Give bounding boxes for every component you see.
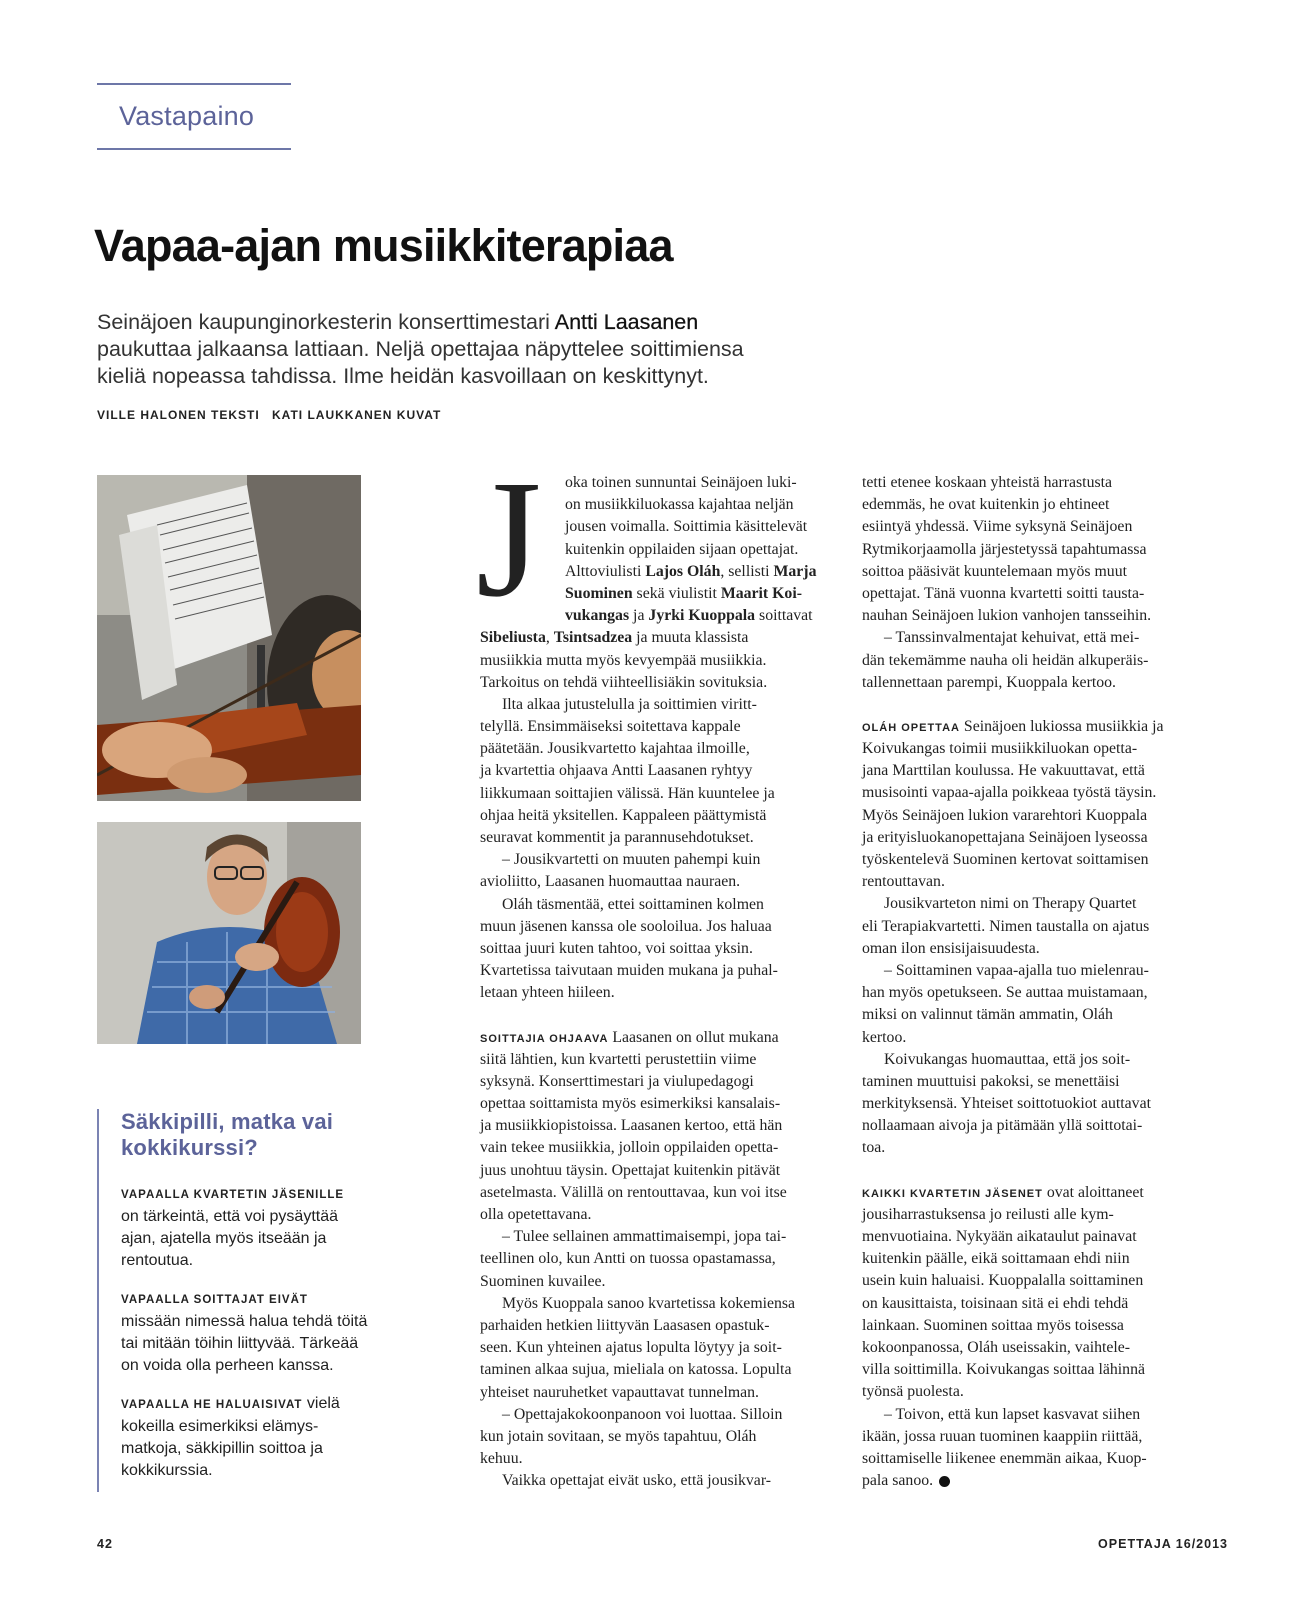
text-run: sekä viulistit [632,584,721,602]
body-line: kokoonpanossa, Oláh useissakin, vaihtele- [862,1338,1131,1356]
text-run: ovat aloittaneet [1042,1183,1144,1201]
body-line: työnsä puolesta. [862,1383,964,1401]
body-line [862,1182,1228,1204]
body-line: telyllä. Ensimmäiseksi soitettava kappale [480,718,741,736]
section-rule-bottom [97,148,291,150]
article-lede [97,309,817,390]
person-name: Lajos Oláh [645,562,721,580]
body-line: olla opetettavana. [480,1206,592,1223]
lede-line: kieliä nopeassa tahdissa. Ilme heidän kasvoillaan on keskittynyt. [97,364,709,388]
body-line: Suominen kuvailee. [480,1272,606,1290]
body-line: – Soittaminen vapaa-ajalla tuo mielenrau- [884,961,1149,979]
body-line: kun jotain sovitaan, se myös tapahtuu, Oláh [480,1427,757,1445]
body-line: toa. [862,1139,886,1157]
end-mark-icon [939,1476,950,1487]
body-line: ja musiikkiopistoissa. Laasanen kertoo, että hän [480,1117,783,1135]
sidebar-paragraph [121,1393,377,1482]
body-line: ja kvartettia ohjaava Antti Laasanen ryhtyy [480,762,753,780]
body-line: Vaikka opettajat eivät usko, että jousikvar- [502,1472,772,1490]
text-run: Alttoviulisti [565,562,646,580]
person-name: Maarit Koi- [720,584,802,602]
body-line: villa soittimilla. Koivukangas soittaa lähinnä [862,1361,1145,1379]
photo-violinist [97,822,361,1044]
body-line: muun jäsenen kanssa ole sooloilua. Jos haluaa [480,917,772,935]
body-line: jousen voimalla. Soittimia käsittelevät [565,518,808,536]
body-line: Rytmikorjaamolla järjestetyssä tapahtumassa [862,540,1147,558]
body-line: Koivukangas huomauttaa, että jos soit- [884,1050,1131,1068]
text-run: Laasanen on ollut mukana [608,1028,779,1046]
lede-name: Antti Laasanen [554,310,699,334]
photo-sheet-music-violin [97,475,361,801]
body-line: Koivukangas toimii musiikkiluokan opetta- [862,740,1138,758]
drop-cap: J [476,446,542,632]
body-line: nollaamaan aivoja ja pitämään yllä soittotai- [862,1117,1143,1135]
body-line: on musiikkiluokassa kajahtaa neljän [565,496,794,514]
body-line [862,716,1228,738]
body-line: syksynä. Konserttimestari ja viulupedagogi [480,1072,754,1090]
paragraph-gap [862,1160,1228,1182]
lede-text: Seinäjoen kaupunginorkesterin konserttimestari [97,310,555,334]
body-line: Jousikvarteton nimi on Therapy Quartet [884,895,1137,913]
body-line: oka toinen sunnuntai Seinäjoen luki- [565,474,797,491]
body-line: edemmäs, he ovat kuitenkin jo ehtineet [862,496,1110,514]
sidebar-paragraph [121,1183,377,1272]
sidebar-paragraph [121,1288,377,1377]
person-name: Suominen [565,584,633,602]
body-line: – Tanssinvalmentajat kehuivat, että mei- [884,629,1140,647]
body-line: juus unohtuu täysin. Opettajat kuitenkin pitävät [480,1161,781,1179]
body-line: dän tekemämme nauha oli heidän alkuperäis- [862,651,1149,669]
body-line: parhaiden hetkien liittyvän Laasasen opastuk- [480,1316,770,1334]
body-line: päätetään. Jousikvartetto kajahtaa ilmoille, [480,740,750,758]
sidebar-text: vielä kokeilla esimerkiksi elämys-matkoja, säkkipillin soittoa ja kokkikurssia. [121,1395,340,1479]
body-line: liikkumaan soittajien välissä. Hän kuuntelee ja [480,784,775,802]
body-line: seen. Kun yhteinen ajatus lopulta löytyy ja soit- [480,1339,782,1357]
sidebar-text: missään nimessä halua tehdä töitä tai mitään töihin liittyvää. Tärkeää on voida olla perheen kanssa. [121,1313,368,1374]
body-line: työskentelevä Suominen kertovat soittamisen [862,851,1149,868]
person-name: Marja [773,562,817,580]
page-number: 42 [97,1537,113,1551]
body-line: jana Marttilan koulussa. He vakuuttavat, että [862,762,1145,780]
person-name: vukangas [565,607,630,625]
body-line: oman ilon ensisijaisuudesta. [862,939,1040,957]
body-line: Tarkoitus on tehdä viihteellisiäkin sovituksia. [480,673,768,691]
body-line: usein kuin haluaisi. Kuoppalalla soittaminen [862,1272,1144,1290]
byline [97,408,441,422]
sheet-music-violin-image [97,475,361,801]
body-line: soittoa pääsivät kuuntelemaan myös muut [862,562,1127,580]
body-line: opettaa soittamista myös esimerkiksi kansalais- [480,1095,781,1113]
body-line: Oláh täsmentää, ettei soittaminen kolmen [502,895,764,913]
paragraph-gap [862,694,1228,716]
text-run: Seinäjoen lukiossa musiikkia ja [959,717,1164,735]
issue-label: OPETTAJA 16/2013 [1098,1537,1228,1551]
body-line: opettajat. Tänä vuonna kvartetti soitti tausta- [862,584,1145,602]
lede-line [97,309,817,336]
body-line: Kvartetissa taivutaan muiden mukana ja puhal- [480,962,778,980]
body-line: jousiharrastuksensa jo reilusti alle kym- [862,1205,1114,1223]
sidebar-title-line: Säkkipilli, matka vai [121,1109,334,1134]
body-line: nauhan Seinäjoen lukion vanhojen tansseihin. [862,607,1152,625]
sidebar-kicker: VAPAALLA SOITTAJAT EIVÄT [121,1294,308,1306]
body-line: on kausittaista, toisinaan sitä ei ehdi tehdä [862,1294,1129,1312]
lede-line: paukuttaa jalkaansa lattiaan. Neljä opettajaa näpyttelee soittimiensa [97,337,744,361]
text-run: ja muuta klassista [632,629,749,647]
body-line: – Opettajakokoonpanoon voi luottaa. Silloin [502,1405,783,1423]
body-line: rentouttavan. [862,873,945,891]
person-name: Jyrki Kuoppala [648,607,756,625]
text-run: , sellisti [720,562,774,580]
body-column-1 [476,446,846,1492]
body-line: musisointi vapaa-ajalla poikkeaa työstä täysin. [862,784,1157,802]
violinist-image [97,822,361,1044]
body-line: kehuu. [480,1450,523,1468]
text-run: soittavat [755,607,813,625]
body-line: yhteiset nauruhetket vapauttavat tunnelman. [480,1383,759,1401]
body-line: soittamiselle liikenee enemmän aikaa, Kuop- [862,1449,1147,1467]
body-line: siitä lähtien, kun kvartetti perustettiin viime [480,1050,757,1068]
body-line: tetti etenee koskaan yhteistä harrastusta [862,474,1113,491]
body-line: kertoo. [862,1028,907,1046]
text-run: ja [629,607,649,625]
body-line: asetelmasta. Välillä on rentouttavaa, kun voi itse [480,1183,787,1201]
body-line: han myös opetukseen. Se auttaa muistamaan, [862,984,1148,1002]
body-line: miksi on valinnut tämän ammatin, Oláh [862,1006,1113,1024]
body-line: kuitenkin päälle, eikä soittamaan ehdi niin [862,1250,1130,1268]
body-line: seuravat kommentit ja parannusehdotukset. [480,829,754,846]
body-line: taminen alkaa sujua, mieliala on katossa. Lopulta [480,1361,792,1379]
body-line: ikään, jossa ruuan tuominen kaappiin riittää, [862,1427,1143,1445]
subhead-kicker: KAIKKI KVARTETIN JÄSENET [862,1187,1043,1200]
sidebar-kicker: VAPAALLA KVARTETIN JÄSENILLE [121,1189,345,1201]
sidebar-title [121,1109,377,1161]
body-line [480,1027,846,1049]
text-run: pala sanoo. [862,1472,934,1490]
body-line: teellinen olo, kun Antti on tuossa opastamassa, [480,1250,776,1268]
body-line [862,1470,1228,1492]
body-line: musiikkia mutta myös kevyempää musiikkia. [480,651,767,669]
subhead-kicker: SOITTAJIA OHJAAVA [480,1032,609,1045]
body-line: avioliitto, Laasanen huomauttaa nauraen. [480,873,741,891]
article-headline: Vapaa-ajan musiikkiterapiaa [94,220,673,271]
body-line: – Toivon, että kun lapset kasvavat siihen [884,1405,1141,1423]
body-line: merkityksensä. Yhteiset soittotuokiot auttavat [862,1095,1151,1113]
composer-name: Tsintsadzea [553,629,633,647]
body-line: ohjaa heitä yksitellen. Kappaleen päättymistä [480,806,767,824]
body-line: esiintyä yhdessä. Viime syksynä Seinäjoen [862,518,1133,536]
paragraph-gap [480,1005,846,1027]
section-tag [97,83,291,150]
body-line: eli Terapiakvartetti. Nimen taustalla on ajatus [862,917,1150,935]
sidebar-box [97,1109,377,1492]
body-line: Myös Kuoppala sanoo kvartetissa kokemiensa [502,1294,796,1312]
sidebar-kicker: VAPAALLA HE HALUAISIVAT [121,1399,303,1411]
section-label: Vastapaino [119,101,255,131]
sidebar-text: on tärkeintä, että voi pysäyttää ajan, ajatella myös itseään ja rentoutua. [121,1208,339,1269]
body-line: vain tekee musiikkia, jolloin oppilaiden opetta- [480,1139,779,1157]
byline-photographer: KATI LAUKKANEN KUVAT [272,408,442,422]
composer-name: Sibeliusta [480,629,546,647]
body-line: Myös Seinäjoen lukion vararehtori Kuoppala [862,806,1148,824]
byline-writer: VILLE HALONEN TEKSTI [97,408,260,422]
body-column-2 [862,472,1228,1492]
body-line: soittaa juuri kuten tahtoo, voi soittaa yksin. [480,939,753,957]
body-line: letaan yhteen hiileen. [480,984,615,1002]
body-line: lainkaan. Suominen soittaa myös toisessa [862,1316,1124,1334]
body-line: taminen muuttuisi pakoksi, se menettäisi [862,1072,1120,1090]
body-line: Ilta alkaa jutustelulla ja soittimien viritt- [502,695,757,713]
subhead-kicker: OLÁH OPETTAA [862,721,960,734]
body-line: – Tulee sellainen ammattimaisempi, jopa tai- [502,1228,787,1246]
body-line: – Jousikvartetti on muuten pahempi kuin [502,851,761,869]
text-run: , [545,629,554,647]
body-line: tallennettaan parempi, Kuoppala kertoo. [862,673,1116,691]
sidebar-title-line: kokkikurssi? [121,1135,258,1160]
body-line: kuitenkin oppilaiden sijaan opettajat. [565,540,799,558]
body-line: menvuotiaina. Nykyään aikataulut painavat [862,1228,1137,1245]
body-line: ja erityisluokanopettajana Seinäjoen lyseossa [862,828,1148,846]
